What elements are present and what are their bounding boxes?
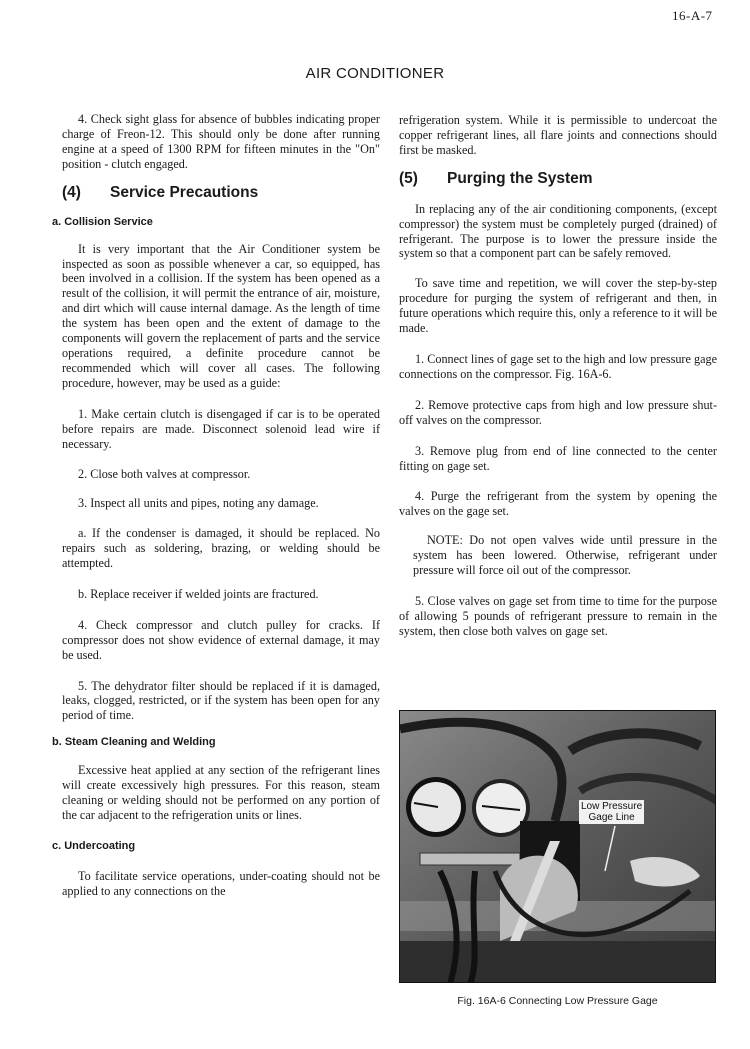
left-column <box>52 112 380 899</box>
collision-step: 3. Inspect all units and pipes, noting any damage. <box>78 496 319 511</box>
collision-step: 5. The dehydrator filter should be replaced if it is damaged, leaks, clogged, restricted, or if the system has been open for any period of time. <box>62 678 380 723</box>
collision-step: 1. Make certain clutch is disengaged if car is to be operated before repairs are made. Disconnect solenoid lead wire if necessary. <box>62 406 380 451</box>
fender-shadow <box>400 941 716 983</box>
purging-step: 1. Connect lines of gage set to the high and low pressure gage connections on the compressor. Fig. 16A-6. <box>399 351 717 381</box>
purging-step-5: 5. Close valves on gage set from time to time for the purpose of allowing 5 pounds of refrigerant pressure to remain in the system, then close both valves on gage set. <box>399 593 717 638</box>
intro-step-4: 4. Check sight glass for absence of bubbles indicating proper charge of Freon-12. This should only be done after running engine at a speed of 1300 RPM for fifteen minutes in the "On" position - clutch engaged. <box>62 112 380 171</box>
collision-paragraph: It is very important that the Air Conditioner system be inspected as soon as possible whenever a car, so equipped, has been involved in a collision. If the system has been opened as a result of the collision, it will permit the entrance of air, moisture, and dirt which will cause internal damage. As the length of time the system has been open and the extent of damage to the components will govern the replacement of parts and the service operations required, a definite procedure cannot be recommended which will cover all cases. The following procedure, however, may be used as a guide: <box>62 241 380 390</box>
callout-line-2: Gage Line <box>588 812 635 823</box>
purging-intro: In replacing any of the air conditioning components, (except compressor) the system must be completely purged (drained) of refrigerant. The purpose is to lower the pressure inside the system so that a component part can be safely removed. <box>399 201 717 261</box>
figure-caption: Fig. 16A-6 Connecting Low Pressure Gage <box>457 995 658 1007</box>
subheading-undercoating: c. Undercoating <box>52 839 136 852</box>
section-heading-purging <box>399 169 717 189</box>
page-number: 16-A-7 <box>672 8 713 23</box>
gage-set-photo-illustration <box>400 711 716 983</box>
purging-intro-2: To save time and repetition, we will cover the step-by-step procedure for purging the system of refrigerant and then, in future operations which require this, only a reference to it will be made. <box>399 276 717 336</box>
section-heading-service-precautions <box>62 183 380 203</box>
collision-step: a. If the condenser is damaged, it should be replaced. No repairs such as soldering, brazing, or welding should be attempted. <box>62 526 380 571</box>
right-column <box>399 113 717 639</box>
purging-note: NOTE: Do not open valves wide until pressure in the system has been lowered. Otherwise, refrigerant under pressure will force oil out of the compressor. <box>413 533 717 578</box>
collision-step: 2. Close both valves at compressor. <box>78 467 251 482</box>
section-number: (4) <box>62 183 81 201</box>
section-title: Service Precautions <box>110 183 259 201</box>
section-number: (5) <box>399 169 418 187</box>
undercoating-paragraph: To facilitate service operations, under-coating should not be applied to any connections on the <box>62 868 380 898</box>
section-title: Purging the System <box>447 169 593 187</box>
page-title: AIR CONDITIONER <box>305 65 445 83</box>
figure-callout <box>579 800 644 824</box>
manifold-bar <box>420 853 520 865</box>
undercoating-continued: refrigeration system. While it is permissible to undercoat the copper refrigerant lines, all flare joints and connections should first be masked. <box>399 113 717 157</box>
collision-step: b. Replace receiver if welded joints are fractured. <box>78 586 319 601</box>
purging-step: 3. Remove plug from end of line connected to the center fitting on gage set. <box>399 443 717 473</box>
callout-line-1: Low Pressure <box>581 801 643 812</box>
subheading-steam-cleaning: b. Steam Cleaning and Welding <box>52 736 216 749</box>
purging-step: 4. Purge the refrigerant from the system by opening the valves on the gage set. <box>399 489 717 519</box>
collision-step: 4. Check compressor and clutch pulley for cracks. If compressor does not show evidence of external damage, it may be used. <box>62 617 380 662</box>
purging-step: 2. Remove protective caps from high and low pressure shut-off valves on the compressor. <box>399 397 717 427</box>
figure-photo <box>399 710 716 983</box>
steam-paragraph: Excessive heat applied at any section of the refrigerant lines will create excessively high pressures. For this reason, steam cleaning or welding should not be performed on any portion of the car adjacent to the refrigeration units or lines. <box>62 763 380 822</box>
subheading-collision-service: a. Collision Service <box>52 215 153 228</box>
